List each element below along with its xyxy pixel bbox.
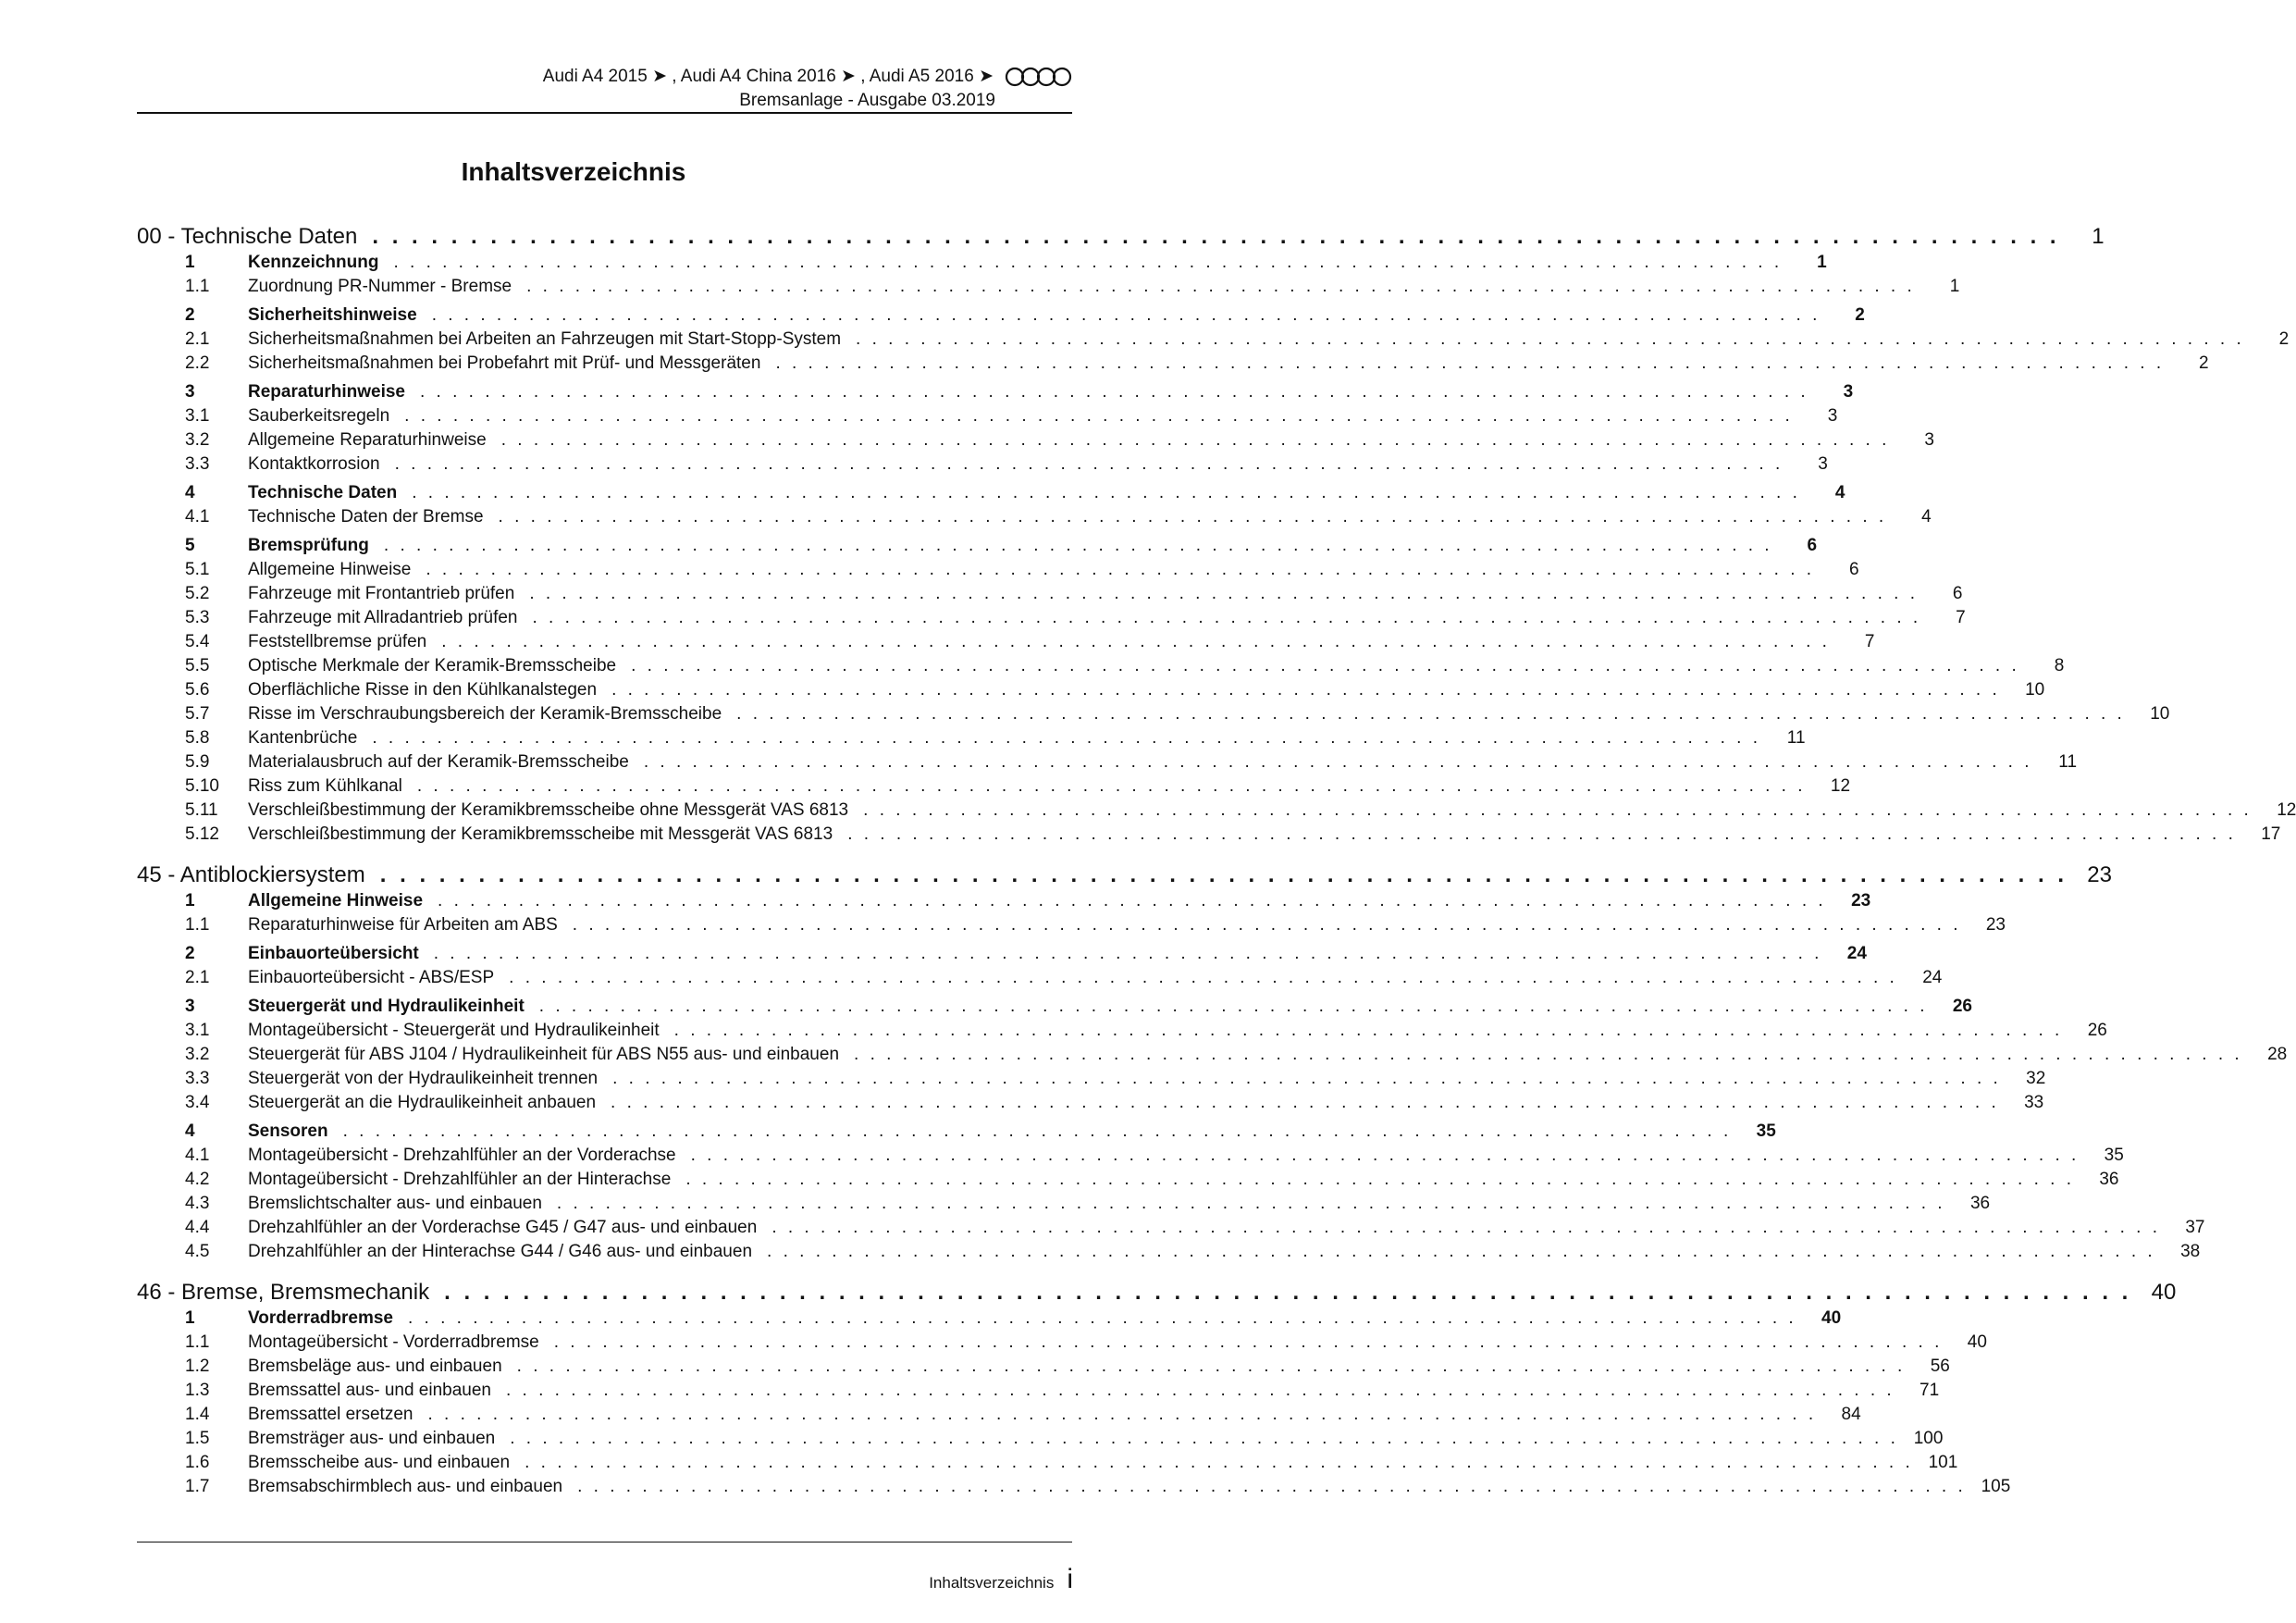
toc-entry-label: Risse im Verschraubungsbereich der Keramik-Bremsscheibe [248,704,722,724]
toc-page-number: 7 [1956,608,1966,627]
toc-entry-label: Technische Daten [248,483,398,502]
toc-entry-label: Bremsscheibe aus- und einbauen [248,1453,511,1472]
dot-leader: . . . . . . . . . . . . . . . . . . . . . . . . . . . . . . . . . . . . . . . . . . . . . . . . . . . . . . . . . . . . . . . . . . . . . . . . . . . . . . . . . . . . . . [498,507,1887,527]
toc-entry-number: 2.1 [185,329,210,349]
toc-page-number: 26 [1952,997,1972,1016]
toc-section-row[interactable] [137,1121,1776,1146]
toc-page-number: 101 [1928,1453,1958,1472]
toc-subsection-row[interactable] [137,1218,2205,1242]
toc-subsection-row[interactable] [137,1405,1861,1429]
toc-subsection-row[interactable] [137,824,2281,849]
dot-leader: . . . . . . . . . . . . . . . . . . . . . . . . . . . . . . . . . . . . . . . . . . . . . . . . . . . . . . . . . . . . . . . . . . . . . . . . . . . . . . . . . . . . . . [394,454,1784,474]
dot-leader: . . . . . . . . . . . . . . . . . . . . . . . . . . . . . . . . . . . . . . . . . . . . . . . . . . . . . . . . . . . . . . . . . . . . . . . . . . . . . . . . . . . . . . [525,1453,1914,1472]
header-subtitle: Bremsanlage - Ausgabe 03.2019 [739,91,995,110]
toc-page-number: 6 [1952,584,1963,603]
toc-page-number: 37 [2185,1218,2205,1237]
header-divider [137,112,1072,114]
toc-subsection-row[interactable] [137,277,1960,301]
toc-entry-label: Kantenbrüche [248,728,358,748]
toc-entry-label: Bremsträger aus- und einbauen [248,1429,496,1448]
toc-page-number: 23 [1851,891,1871,911]
toc-page-number: 7 [1864,632,1875,651]
dot-leader: . . . . . . . . . . . . . . . . . . . . . . . . . . . . . . . . . . . . . . . . . . . . . . . . . . . . . . . . . . . . . . . . . . . . . . . . . . . . . . . . . . . . . . [631,656,2020,675]
dot-leader: . . . . . . . . . . . . . . . . . . . . . . . . . . . . . . . . . . . . . . . . . . . . . . . . . . . . . . . . . . . . . . . . . . . . . . . . . . . . . . . . . . . . . . [416,776,1807,796]
toc-subsection-row[interactable] [137,728,1806,752]
dot-leader: . . . . . . . . . . . . . . . . . . . . . . . . . . . . . . . . . . . . . . . . . . . . . . . . . . . . . . . . . . . . . . . . . . . . . . . . . . . . . . . . . . . . . . [856,329,2245,349]
toc-subsection-row[interactable] [137,656,2065,680]
toc-entry-number: 3.2 [185,430,210,450]
dot-leader: . . . . . . . . . . . . . . . . . . . . . . . . . . . . . . . . . . . . . . . . . . . . . . . . . . . . . . . . . . . . . . . . . . . . . . . . . . . . . . . . . . . . . . [863,800,2253,820]
toc-subsection-row[interactable] [137,752,2078,776]
toc-entry-label: 00 - Technische Daten [137,224,358,249]
toc-page-number: 2 [1855,305,1865,325]
toc-page-number: 36 [1969,1194,1991,1213]
toc-subsection-row[interactable] [137,329,2290,353]
toc-page-number: 35 [2104,1146,2124,1165]
toc-entry-label: Steuergerät an die Hydraulikeinheit anbauen [248,1093,597,1112]
dot-leader: . . . . . . . . . . . . . . . . . . . . . . . . . . . . . . . . . . . . . . . . . . . . . . . . . . . . . . . . . . . . . . . . . . . . . . . . . . . . . . . . . . . . . . [500,430,1890,450]
toc-page-number: 24 [1846,944,1867,963]
toc-page-number: 40 [1967,1332,1987,1352]
dot-leader: . . . . . . . . . . . . . . . . . . . . . . . . . . . . . . . . . . . . . . . . . . . . . . . . . . . . . . . . . . . . . . . . . . . . . . . . . . . . . . . . . . . . . . [538,997,1928,1016]
toc-subsection-row[interactable] [137,1170,2119,1194]
toc-subsection-row[interactable] [137,968,1943,992]
toc-entry-label: Bremsprüfung [248,536,369,555]
toc-subsection-row[interactable] [137,1093,2044,1117]
dot-leader: . . . . . . . . . . . . . . . . . . . . . . . . . . . . . . . . . . . . . . . . . . . . . . . . . . . . . . . . . . . . . . . . . . . . . . . . . . . . . . . . . . . . . . [553,1332,1943,1352]
toc-entry-label: Reparaturhinweise für Arbeiten am ABS [248,915,558,935]
dot-leader: . . . . . . . . . . . . . . . . . . . . . . . . . . . . . . . . . . . . . . . . . . . . . . . . . . . . . . . . . . . . . . . . . . . . . . . . . . . . . . . . . . . . . . [408,1308,1797,1328]
toc-entry-number: 1 [185,1308,195,1328]
toc-entry-number: 1.5 [185,1429,210,1448]
toc-page-number: 105 [1981,1477,2011,1496]
toc-page-number: 36 [2099,1170,2119,1189]
toc-entry-label: Steuergerät von der Hydraulikeinheit trennen [248,1069,599,1088]
toc-entry-label: Allgemeine Reparaturhinweise [248,430,487,450]
toc-entry-label: Oberflächliche Risse in den Kühlkanalstegen [248,680,598,700]
toc-entry-label: Bremssattel ersetzen [248,1405,414,1424]
toc-entry-number: 1 [185,253,195,272]
toc-entry-label: Materialausbruch auf der Keramik-Bremsscheibe [248,752,629,772]
toc-entry-label: Technische Daten der Bremse [248,507,484,527]
toc-subsection-row[interactable] [137,406,1838,430]
dot-leader: . . . . . . . . . . . . . . . . . . . . . . . . . . . . . . . . . . . . . . . . . . . . . . . . . . . . . . . . . . . . . . . . . . . . . . . . . . . . . . . . . . . . . . [393,253,1783,272]
dot-leader: . . . . . . . . . . . . . . . . . . . . . . . . . . . . . . . . . . . . . . . . . . . . . . . . . . . . . . . . . . . . . . . . . . . . . . . . . . . . . . . . . . . . . . [372,224,2060,249]
toc-page-number: 35 [1756,1121,1776,1141]
toc-entry-number: 4.3 [185,1194,210,1213]
toc-entry-number: 5.12 [185,824,219,844]
toc-entry-number: 4 [185,1121,195,1141]
toc-entry-number: 4.1 [185,1146,210,1165]
toc-entry-number: 3.4 [185,1093,210,1112]
toc-entry-label: Bremsabschirmblech aus- und einbauen [248,1477,563,1496]
toc-page-number: 26 [2087,1021,2107,1040]
toc-entry-number: 1.1 [185,1332,210,1352]
toc-subsection-row[interactable] [137,776,1851,800]
toc-entry-label: Reparaturhinweise [248,382,405,402]
toc-page-number: 24 [1922,968,1943,987]
toc-entry-number: 5.11 [185,800,218,820]
toc-page-number: 1 [1817,253,1827,272]
dot-leader: . . . . . . . . . . . . . . . . . . . . . . . . . . . . . . . . . . . . . . . . . . . . . . . . . . . . . . . . . . . . . . . . . . . . . . . . . . . . . . . . . . . . . . [611,1093,2000,1112]
dot-leader: . . . . . . . . . . . . . . . . . . . . . . . . . . . . . . . . . . . . . . . . . . . . . . . . . . . . . . . . . . . . . . . . . . . . . . . . . . . . . . . . . . . . . . [420,382,1809,402]
toc-page-number: 38 [2180,1242,2201,1261]
dot-leader: . . . . . . . . . . . . . . . . . . . . . . . . . . . . . . . . . . . . . . . . . . . . . . . . . . . . . . . . . . . . . . . . . . . . . . . . . . . . . . . . . . . . . . [526,277,1916,296]
toc-entry-number: 5.2 [185,584,210,603]
toc-entry-label: Sicherheitsmaßnahmen bei Probefahrt mit Prüf- und Messgeräten [248,353,761,373]
toc-entry-label: Drehzahlfühler an der Hinterachse G44 / G46 aus- und einbauen [248,1242,753,1261]
footer-page-number: i [1067,1564,1073,1594]
dot-leader: . . . . . . . . . . . . . . . . . . . . . . . . . . . . . . . . . . . . . . . . . . . . . . . . . . . . . . . . . . . . . . . . . . . . . . . . . . . . . . . . . . . . . . [426,560,1815,579]
dot-leader: . . . . . . . . . . . . . . . . . . . . . . . . . . . . . . . . . . . . . . . . . . . . . . . . . . . . . . . . . . . . . . . . . . . . . . . . . . . . . . . . . . . . . . [611,680,2001,700]
toc-entry-label: Allgemeine Hinweise [248,891,424,911]
toc-page-number: 28 [2267,1045,2288,1064]
toc-entry-label: Montageübersicht - Vorderradbremse [248,1332,539,1352]
toc-subsection-row[interactable] [137,704,2170,728]
toc-entry-label: Montageübersicht - Drehzahlfühler an der Vorderachse [248,1146,676,1165]
dot-leader: . . . . . . . . . . . . . . . . . . . . . . . . . . . . . . . . . . . . . . . . . . . . . . . . . . . . . . . . . . . . . . . . . . . . . . . . . . . . . . . . . . . . . . [383,536,1773,555]
toc-entry-number: 5.3 [185,608,210,627]
toc-entry-label: Sicherheitshinweise [248,305,417,325]
toc-entry-label: Einbauorteübersicht [248,944,419,963]
dot-leader: . . . . . . . . . . . . . . . . . . . . . . . . . . . . . . . . . . . . . . . . . . . . . . . . . . . . . . . . . . . . . . . . . . . . . . . . . . . . . . . . . . . . . . [529,584,1919,603]
dot-leader: . . . . . . . . . . . . . . . . . . . . . . . . . . . . . . . . . . . . . . . . . . . . . . . . . . . . . . . . . . . . . . . . . . . . . . . . . . . . . . . . . . . . . . [510,1429,1899,1448]
toc-entry-label: 45 - Antiblockiersystem [137,862,365,887]
toc-page-number: 40 [1821,1308,1842,1328]
toc-section-row[interactable] [137,382,1854,406]
toc-entry-number: 1.7 [185,1477,210,1496]
toc-entry-label: Vorderradbremse [248,1308,393,1328]
toc-chapter-row[interactable] [137,862,2112,891]
toc-page-number: 32 [2026,1069,2046,1088]
dot-leader: . . . . . . . . . . . . . . . . . . . . . . . . . . . . . . . . . . . . . . . . . . . . . . . . . . . . . . . . . . . . . . . . . . . . . . . . . . . . . . . . . . . . . . [690,1146,2080,1165]
toc-entry-number: 5.5 [185,656,210,675]
toc-subsection-row[interactable] [137,1332,1987,1357]
toc-page-number: 10 [2150,704,2170,724]
dot-leader: . . . . . . . . . . . . . . . . . . . . . . . . . . . . . . . . . . . . . . . . . . . . . . . . . . . . . . . . . . . . . . . . . . . . . . . . . . . . . . . . . . . . . . [532,608,1921,627]
toc-entry-label: Bremsbeläge aus- und einbauen [248,1357,502,1376]
toc-subsection-row[interactable] [137,353,2209,378]
toc-entry-label: Sicherheitsmaßnahmen bei Arbeiten an Fahrzeugen mit Start-Stopp-System [248,329,842,349]
toc-entry-label: Sensoren [248,1121,328,1141]
dot-leader: . . . . . . . . . . . . . . . . . . . . . . . . . . . . . . . . . . . . . . . . . . . . . . . . . . . . . . . . . . . . . . . . . . . . . . . . . . . . . . . . . . . . . . [441,632,1831,651]
toc-entry-label: Sauberkeitsregeln [248,406,390,426]
toc-page-number: 33 [2024,1093,2044,1112]
document-title: Inhaltsverzeichnis [461,157,686,186]
toc-subsection-row[interactable] [137,454,1828,478]
dot-leader: . . . . . . . . . . . . . . . . . . . . . . . . . . . . . . . . . . . . . . . . . . . . . . . . . . . . . . . . . . . . . . . . . . . . . . . . . . . . . . . . . . . . . . [775,353,2165,373]
toc-page-number: 4 [1834,483,1845,502]
toc-subsection-row[interactable] [137,1357,1950,1381]
dot-leader: . . . . . . . . . . . . . . . . . . . . . . . . . . . . . . . . . . . . . . . . . . . . . . . . . . . . . . . . . . . . . . . . . . . . . . . . . . . . . . . . . . . . . . [577,1477,1967,1496]
dot-leader: . . . . . . . . . . . . . . . . . . . . . . . . . . . . . . . . . . . . . . . . . . . . . . . . . . . . . . . . . . . . . . . . . . . . . . . . . . . . . . . . . . . . . . [438,891,1827,911]
toc-subsection-row[interactable] [137,1381,1940,1405]
toc-entry-number: 5.10 [185,776,219,796]
toc-subsection-row[interactable] [137,632,1875,656]
dot-leader: . . . . . . . . . . . . . . . . . . . . . . . . . . . . . . . . . . . . . . . . . . . . . . . . . . . . . . . . . . . . . . . . . . . . . . . . . . . . . . . . . . . . . . [772,1218,2161,1237]
dot-leader: . . . . . . . . . . . . . . . . . . . . . . . . . . . . . . . . . . . . . . . . . . . . . . . . . . . . . . . . . . . . . . . . . . . . . . . . . . . . . . . . . . . . . . [509,968,1898,987]
toc-page-number: 1 [1949,277,1960,296]
toc-entry-number: 2.2 [185,353,210,373]
toc-page-number: 17 [2261,824,2281,844]
toc-entry-label: Steuergerät und Hydraulikeinheit [248,997,525,1016]
toc-section-row[interactable] [137,536,1818,560]
toc-entry-label: Feststellbremse prüfen [248,632,427,651]
dot-leader: . . . . . . . . . . . . . . . . . . . . . . . . . . . . . . . . . . . . . . . . . . . . . . . . . . . . . . . . . . . . . . . . . . . . . . . . . . . . . . . . . . . . . . [379,862,2068,887]
toc-page-number: 3 [1924,430,1934,450]
toc-entry-number: 4 [185,483,195,502]
dot-leader: . . . . . . . . . . . . . . . . . . . . . . . . . . . . . . . . . . . . . . . . . . . . . . . . . . . . . . . . . . . . . . . . . . . . . . . . . . . . . . . . . . . . . . [643,752,2033,772]
toc-page-number: 23 [2087,862,2112,887]
toc-entry-number: 5.8 [185,728,210,748]
toc-entry-label: Verschleißbestimmung der Keramikbremsscheibe mit Messgerät VAS 6813 [248,824,833,844]
toc-entry-label: Fahrzeuge mit Allradantrieb prüfen [248,608,518,627]
toc-entry-label: Bremssattel aus- und einbauen [248,1381,491,1400]
dot-leader: . . . . . . . . . . . . . . . . . . . . . . . . . . . . . . . . . . . . . . . . . . . . . . . . . . . . . . . . . . . . . . . . . . . . . . . . . . . . . . . . . . . . . . [372,728,1761,748]
toc-page-number: 11 [2058,752,2078,772]
toc-entry-number: 5 [185,536,195,555]
toc-subsection-row[interactable] [137,1429,1944,1453]
toc-entry-number: 1.3 [185,1381,210,1400]
toc-page-number: 100 [1913,1429,1944,1448]
toc-subsection-row[interactable] [137,680,2045,704]
toc-entry-label: Kennzeichnung [248,253,379,272]
toc-page-number: 3 [1843,382,1854,402]
toc-entry-number: 5.1 [185,560,210,579]
toc-subsection-row[interactable] [137,1069,2046,1093]
toc-entry-label: Optische Merkmale der Keramik-Bremsscheibe [248,656,617,675]
toc-subsection-row[interactable] [137,1045,2288,1069]
toc-chapter-row[interactable] [137,1280,2177,1308]
toc-entry-number: 1.6 [185,1453,210,1472]
toc-subsection-row[interactable] [137,1146,2124,1170]
toc-entry-label: Montageübersicht - Drehzahlfühler an der Hinterachse [248,1170,672,1189]
toc-entry-number: 3.3 [185,1069,210,1088]
toc-entry-number: 3.1 [185,406,210,426]
toc-subsection-row[interactable] [137,1477,2011,1501]
page-footer [929,1564,1073,1595]
dot-leader: . . . . . . . . . . . . . . . . . . . . . . . . . . . . . . . . . . . . . . . . . . . . . . . . . . . . . . . . . . . . . . . . . . . . . . . . . . . . . . . . . . . . . . [404,406,1794,426]
toc-page-number: 1 [2092,224,2105,249]
dot-leader: . . . . . . . . . . . . . . . . . . . . . . . . . . . . . . . . . . . . . . . . . . . . . . . . . . . . . . . . . . . . . . . . . . . . . . . . . . . . . . . . . . . . . . [847,824,2237,844]
toc-page-number: 23 [1985,915,2006,935]
toc-entry-number: 2 [185,305,195,325]
toc-section-row[interactable] [137,944,1867,968]
toc-page-number: 40 [2151,1280,2177,1305]
dot-leader: . . . . . . . . . . . . . . . . . . . . . . . . . . . . . . . . . . . . . . . . . . . . . . . . . . . . . . . . . . . . . . . . . . . . . . . . . . . . . . . . . . . . . . [685,1170,2075,1189]
toc-page-number: 6 [1848,560,1859,579]
toc-page-number: 12 [2277,800,2296,820]
dot-leader: . . . . . . . . . . . . . . . . . . . . . . . . . . . . . . . . . . . . . . . . . . . . . . . . . . . . . . . . . . . . . . . . . . . . . . . . . . . . . . . . . . . . . . [556,1194,1946,1213]
table-of-contents [137,224,2296,1501]
toc-subsection-row[interactable] [137,800,2296,824]
toc-entry-number: 3.3 [185,454,210,474]
page-header [543,65,1073,113]
toc-entry-number: 1.1 [185,277,210,296]
toc-entry-label: Riss zum Kühlkanal [248,776,402,796]
toc-entry-number: 4.1 [185,507,210,527]
toc-section-row[interactable] [137,253,1827,277]
toc-entry-number: 4.5 [185,1242,210,1261]
toc-page-number: 11 [1786,728,1806,748]
dot-leader: . . . . . . . . . . . . . . . . . . . . . . . . . . . . . . . . . . . . . . . . . . . . . . . . . . . . . . . . . . . . . . . . . . . . . . . . . . . . . . . . . . . . . . [444,1280,2132,1305]
toc-entry-label: Verschleißbestimmung der Keramikbremsscheibe ohne Messgerät VAS 6813 [248,800,849,820]
toc-section-row[interactable] [137,305,1865,329]
header-title-line [543,65,1073,89]
toc-entry-number: 3.1 [185,1021,210,1040]
toc-entry-label: Einbauorteübersicht - ABS/ESP [248,968,495,987]
toc-entry-number: 2.1 [185,968,210,987]
dot-leader: . . . . . . . . . . . . . . . . . . . . . . . . . . . . . . . . . . . . . . . . . . . . . . . . . . . . . . . . . . . . . . . . . . . . . . . . . . . . . . . . . . . . . . [767,1242,2156,1261]
toc-entry-number: 5.6 [185,680,210,700]
toc-entry-number: 2 [185,944,195,963]
toc-entry-label: 46 - Bremse, Bremsmechanik [137,1280,430,1305]
footer-section-label: Inhaltsverzeichnis [929,1574,1055,1592]
toc-subsection-row[interactable] [137,584,1963,608]
toc-entry-number: 4.2 [185,1170,210,1189]
toc-entry-number: 3 [185,997,195,1016]
toc-subsection-row[interactable] [137,430,1934,454]
dot-leader: . . . . . . . . . . . . . . . . . . . . . . . . . . . . . . . . . . . . . . . . . . . . . . . . . . . . . . . . . . . . . . . . . . . . . . . . . . . . . . . . . . . . . . [427,1405,1817,1424]
toc-subsection-row[interactable] [137,1453,1958,1477]
dot-leader: . . . . . . . . . . . . . . . . . . . . . . . . . . . . . . . . . . . . . . . . . . . . . . . . . . . . . . . . . . . . . . . . . . . . . . . . . . . . . . . . . . . . . . [736,704,2126,724]
toc-entry-number: 5.9 [185,752,210,772]
dot-leader: . . . . . . . . . . . . . . . . . . . . . . . . . . . . . . . . . . . . . . . . . . . . . . . . . . . . . . . . . . . . . . . . . . . . . . . . . . . . . . . . . . . . . . [433,944,1822,963]
header-title: Audi A4 2015 ➤ , Audi A4 China 2016 ➤ , Audi A5 2016 ➤ [542,67,994,86]
toc-subsection-row[interactable] [137,1021,2107,1045]
toc-entry-number: 3 [185,382,195,402]
toc-page-number: 71 [1920,1381,1940,1400]
dot-leader: . . . . . . . . . . . . . . . . . . . . . . . . . . . . . . . . . . . . . . . . . . . . . . . . . . . . . . . . . . . . . . . . . . . . . . . . . . . . . . . . . . . . . . [412,483,1801,502]
toc-entry-label: Drehzahlfühler an der Vorderachse G45 / G47 aus- und einbauen [248,1218,758,1237]
dot-leader: . . . . . . . . . . . . . . . . . . . . . . . . . . . . . . . . . . . . . . . . . . . . . . . . . . . . . . . . . . . . . . . . . . . . . . . . . . . . . . . . . . . . . . [342,1121,1732,1141]
toc-subsection-row[interactable] [137,608,1966,632]
dot-leader: . . . . . . . . . . . . . . . . . . . . . . . . . . . . . . . . . . . . . . . . . . . . . . . . . . . . . . . . . . . . . . . . . . . . . . . . . . . . . . . . . . . . . . [673,1021,2063,1040]
toc-section-row[interactable] [137,1308,1842,1332]
dot-leader: . . . . . . . . . . . . . . . . . . . . . . . . . . . . . . . . . . . . . . . . . . . . . . . . . . . . . . . . . . . . . . . . . . . . . . . . . . . . . . . . . . . . . . [572,915,1961,935]
toc-page-number: 4 [1921,507,1932,527]
toc-page-number: 8 [2054,656,2065,675]
toc-entry-number: 1.2 [185,1357,210,1376]
toc-entry-label: Fahrzeuge mit Frontantrieb prüfen [248,584,515,603]
toc-entry-label: Kontaktkorrosion [248,454,380,474]
dot-leader: . . . . . . . . . . . . . . . . . . . . . . . . . . . . . . . . . . . . . . . . . . . . . . . . . . . . . . . . . . . . . . . . . . . . . . . . . . . . . . . . . . . . . . [854,1045,2243,1064]
toc-section-row[interactable] [137,997,1972,1021]
toc-page-number: 2 [2278,329,2290,349]
toc-chapter-row[interactable] [137,224,2105,253]
toc-entry-label: Montageübersicht - Steuergerät und Hydraulikeinheit [248,1021,660,1040]
toc-page-number: 3 [1827,406,1838,426]
toc-page-number: 12 [1830,776,1851,796]
toc-entry-label: Zuordnung PR-Nummer - Bremse [248,277,512,296]
toc-subsection-row[interactable] [137,560,1859,584]
toc-subsection-row[interactable] [137,507,1932,531]
toc-page-number: 10 [2025,680,2045,700]
toc-subsection-row[interactable] [137,1194,1991,1218]
toc-page-number: 56 [1930,1357,1950,1376]
toc-entry-label: Bremslichtschalter aus- und einbauen [248,1194,542,1213]
dot-leader: . . . . . . . . . . . . . . . . . . . . . . . . . . . . . . . . . . . . . . . . . . . . . . . . . . . . . . . . . . . . . . . . . . . . . . . . . . . . . . . . . . . . . . [431,305,1821,325]
toc-subsection-row[interactable] [137,1242,2201,1266]
toc-page-number: 84 [1841,1405,1861,1424]
toc-page-number: 2 [2199,353,2209,373]
dot-leader: . . . . . . . . . . . . . . . . . . . . . . . . . . . . . . . . . . . . . . . . . . . . . . . . . . . . . . . . . . . . . . . . . . . . . . . . . . . . . . . . . . . . . . [516,1357,1906,1376]
toc-entry-number: 3.2 [185,1045,210,1064]
toc-page-number: 3 [1818,454,1828,474]
toc-entry-number: 1 [185,891,195,911]
toc-entry-number: 1.4 [185,1405,210,1424]
toc-section-row[interactable] [137,891,1871,915]
toc-entry-number: 1.1 [185,915,210,935]
toc-entry-number: 5.7 [185,704,210,724]
audi-rings-logo-icon [1005,66,1073,88]
toc-entry-label: Allgemeine Hinweise [248,560,412,579]
toc-entry-number: 4.4 [185,1218,210,1237]
dot-leader: . . . . . . . . . . . . . . . . . . . . . . . . . . . . . . . . . . . . . . . . . . . . . . . . . . . . . . . . . . . . . . . . . . . . . . . . . . . . . . . . . . . . . . [506,1381,1895,1400]
toc-page-number: 6 [1807,536,1818,555]
toc-subsection-row[interactable] [137,915,2006,939]
toc-section-row[interactable] [137,483,1845,507]
toc-entry-label: Steuergerät für ABS J104 / Hydraulikeinheit für ABS N55 aus- und einbauen [248,1045,840,1064]
toc-entry-number: 5.4 [185,632,210,651]
dot-leader: . . . . . . . . . . . . . . . . . . . . . . . . . . . . . . . . . . . . . . . . . . . . . . . . . . . . . . . . . . . . . . . . . . . . . . . . . . . . . . . . . . . . . . [612,1069,2002,1088]
